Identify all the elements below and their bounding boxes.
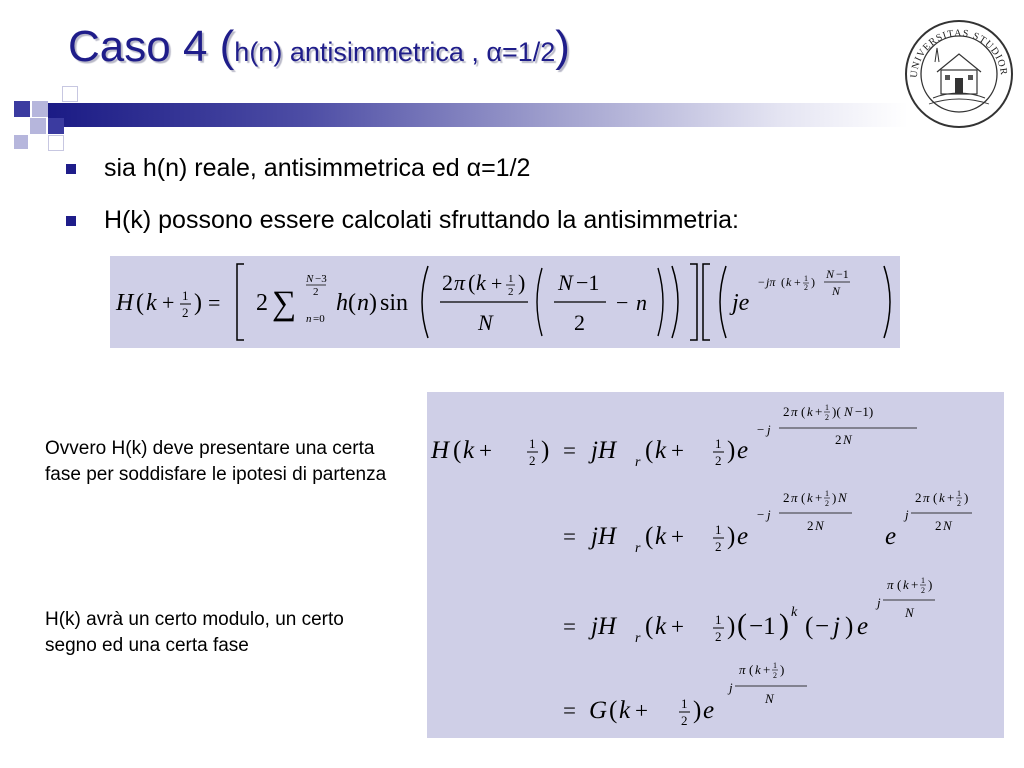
- svg-text:j: j: [729, 680, 733, 695]
- svg-text:(: (: [645, 437, 654, 464]
- svg-text:2: 2: [825, 499, 829, 508]
- header-band: [48, 103, 908, 127]
- svg-text:+: +: [162, 290, 175, 315]
- svg-text:jH: jH: [591, 523, 616, 550]
- svg-text:+: +: [947, 490, 955, 505]
- svg-text:N: N: [844, 404, 853, 419]
- svg-text:1: 1: [508, 273, 514, 285]
- svg-text:−1: −1: [576, 270, 600, 295]
- svg-text:(: (: [468, 270, 476, 295]
- svg-text:)(: )(: [832, 404, 841, 419]
- decor-square: [14, 101, 30, 117]
- svg-text:k: k: [755, 662, 761, 677]
- svg-text:k: k: [903, 577, 909, 592]
- svg-text:): ): [811, 275, 815, 289]
- svg-text:): ): [369, 290, 377, 316]
- formula-derivation: [427, 392, 1004, 738]
- svg-text:jπ: jπ: [766, 275, 776, 289]
- svg-text:N: N: [843, 432, 852, 447]
- svg-text:N: N: [838, 490, 847, 505]
- svg-text:r: r: [635, 631, 641, 646]
- svg-text:1: 1: [715, 522, 722, 537]
- svg-text:1: 1: [804, 274, 808, 283]
- svg-text:=: =: [208, 290, 221, 315]
- svg-text:2: 2: [783, 404, 790, 419]
- svg-text:n: n: [357, 290, 369, 316]
- svg-text:je: je: [732, 290, 750, 316]
- svg-text:=: =: [563, 614, 576, 639]
- svg-text:j: j: [767, 422, 771, 437]
- svg-text:sin: sin: [380, 290, 409, 316]
- svg-text:2: 2: [715, 629, 722, 644]
- svg-text:2: 2: [681, 713, 688, 728]
- svg-text:N: N: [905, 605, 914, 620]
- svg-text:2: 2: [773, 671, 777, 680]
- svg-text:(: (: [801, 490, 806, 505]
- decor-square: [62, 86, 78, 102]
- svg-text:−: −: [757, 507, 765, 522]
- svg-text:): ): [779, 608, 789, 641]
- bullet-list: [64, 153, 739, 257]
- svg-text:(: (: [805, 613, 814, 640]
- svg-text:e: e: [737, 523, 749, 550]
- svg-text:2: 2: [715, 539, 722, 554]
- svg-text:(: (: [933, 490, 938, 505]
- svg-text:2: 2: [935, 518, 942, 533]
- formula-box-derivation: [427, 392, 1004, 738]
- decor-square: [48, 118, 64, 134]
- svg-text:−1: −1: [749, 613, 776, 640]
- svg-text:e: e: [703, 697, 715, 724]
- svg-text:+: +: [635, 698, 648, 723]
- svg-text:r: r: [635, 541, 641, 556]
- svg-text:+: +: [491, 273, 503, 295]
- svg-text:k: k: [476, 270, 486, 295]
- svg-text:): ): [693, 697, 702, 724]
- svg-text:N: N: [765, 691, 774, 706]
- svg-text:π: π: [454, 270, 466, 295]
- svg-text:e: e: [885, 523, 897, 550]
- svg-text:N: N: [826, 267, 835, 281]
- svg-text:=: =: [563, 438, 576, 463]
- svg-text:k: k: [146, 290, 157, 316]
- svg-text:1: 1: [182, 288, 189, 303]
- svg-text:+: +: [763, 662, 771, 677]
- svg-text:G: G: [589, 697, 608, 724]
- svg-text:(: (: [453, 437, 462, 464]
- svg-text:k: k: [463, 437, 475, 464]
- svg-text:(: (: [737, 608, 747, 641]
- svg-text:=0: =0: [313, 313, 325, 325]
- svg-text:): ): [727, 523, 736, 550]
- title-main: Caso 4 (: [68, 22, 235, 71]
- decor-square: [14, 135, 28, 149]
- formula-antisymmetry: [110, 256, 900, 348]
- svg-text:): ): [518, 270, 526, 295]
- bullet-text: sia h(n) reale, antisimmetrica ed α=1/2: [104, 154, 531, 182]
- svg-text:(: (: [781, 275, 785, 289]
- svg-text:2: 2: [957, 499, 961, 508]
- formula-box-antisymmetry: [110, 256, 900, 348]
- decor-square: [32, 101, 48, 117]
- svg-text:k: k: [655, 437, 667, 464]
- svg-text:n: n: [306, 313, 312, 325]
- svg-text:∑: ∑: [272, 285, 297, 322]
- svg-text:−: −: [616, 290, 629, 315]
- svg-text:π: π: [739, 662, 746, 677]
- svg-text:N: N: [832, 284, 841, 298]
- svg-text:N: N: [306, 273, 314, 285]
- svg-text:=: =: [563, 524, 576, 549]
- bullet-item: [64, 153, 739, 183]
- svg-text:): ): [832, 490, 837, 505]
- svg-text:(: (: [609, 697, 618, 724]
- svg-text:2: 2: [825, 413, 829, 422]
- svg-text:e: e: [737, 437, 749, 464]
- title-close-paren: ): [555, 22, 570, 71]
- svg-text:j: j: [767, 507, 771, 522]
- svg-text:1: 1: [825, 489, 829, 498]
- svg-text:jH: jH: [591, 613, 616, 640]
- svg-text:−1): −1): [855, 404, 874, 419]
- svg-text:(: (: [136, 290, 144, 316]
- svg-text:2: 2: [508, 286, 514, 298]
- svg-text:): ): [928, 577, 933, 592]
- svg-text:k: k: [807, 404, 813, 419]
- svg-text:1: 1: [529, 436, 536, 451]
- svg-text:+: +: [815, 490, 823, 505]
- svg-text:): ): [194, 290, 202, 316]
- svg-text:k: k: [807, 490, 813, 505]
- svg-text:+: +: [479, 438, 492, 463]
- note-modulus-sign-phase: H(k) avrà un certo modulo, un certo segno ed una certa fase: [45, 609, 344, 656]
- svg-text:=: =: [563, 698, 576, 723]
- title-subtitle: h(n) antisimmetrica , α=1/2: [234, 37, 556, 67]
- svg-text:2: 2: [182, 305, 189, 320]
- svg-text:2: 2: [529, 453, 536, 468]
- svg-text:k: k: [655, 613, 667, 640]
- svg-text:2: 2: [915, 490, 922, 505]
- svg-text:+: +: [671, 614, 684, 639]
- svg-text:2: 2: [804, 283, 808, 292]
- svg-text:π: π: [923, 490, 930, 505]
- svg-text:1: 1: [921, 576, 925, 585]
- bullet-item: [64, 205, 739, 235]
- svg-text:−3: −3: [315, 273, 327, 285]
- svg-text:j: j: [905, 507, 909, 522]
- svg-text:(: (: [749, 662, 754, 677]
- svg-text:+: +: [794, 275, 801, 289]
- svg-text:2: 2: [574, 310, 585, 335]
- svg-text:(: (: [348, 290, 356, 316]
- svg-text:N: N: [943, 518, 952, 533]
- svg-text:−: −: [757, 422, 765, 437]
- svg-text:+: +: [671, 524, 684, 549]
- svg-text:2: 2: [783, 490, 790, 505]
- svg-text:−1: −1: [836, 267, 849, 281]
- university-seal-logo: [903, 18, 1015, 130]
- svg-text:k: k: [939, 490, 945, 505]
- svg-text:π: π: [887, 577, 894, 592]
- note-phase: Ovvero H(k) deve presentare una certa fase per soddisfare le ipotesi di partenza: [45, 438, 387, 485]
- svg-text:−: −: [758, 275, 765, 289]
- bullet-text: H(k) possono essere calcolati sfruttando la antisimmetria:: [104, 206, 739, 234]
- svg-text:H: H: [116, 290, 134, 316]
- svg-text:+: +: [671, 438, 684, 463]
- svg-text:k: k: [786, 275, 792, 289]
- svg-text:k: k: [655, 523, 667, 550]
- svg-text:): ): [964, 490, 969, 505]
- svg-text:k: k: [619, 697, 631, 724]
- svg-text:h: h: [336, 290, 348, 316]
- svg-text:N: N: [815, 518, 824, 533]
- svg-text:N: N: [478, 310, 493, 335]
- svg-text:j: j: [877, 595, 881, 610]
- svg-text:r: r: [635, 455, 641, 470]
- decor-square: [30, 118, 46, 134]
- svg-text:UNIVERSITAS STUDIORUM TERGESTI: UNIVERSITAS STUDIOR: [908, 27, 1010, 79]
- svg-text:2: 2: [442, 270, 453, 295]
- svg-text:1: 1: [957, 489, 961, 498]
- svg-text:j: j: [833, 613, 840, 640]
- svg-text:2: 2: [256, 290, 268, 316]
- svg-text:N: N: [558, 270, 573, 295]
- svg-text:(: (: [645, 523, 654, 550]
- svg-text:e: e: [857, 613, 869, 640]
- slide-title: [68, 22, 570, 72]
- svg-text:(: (: [801, 404, 806, 419]
- svg-text:2: 2: [807, 518, 814, 533]
- svg-text:2: 2: [313, 286, 319, 298]
- bullet-marker: [66, 164, 76, 174]
- svg-text:π: π: [791, 404, 798, 419]
- svg-text:1: 1: [773, 661, 777, 670]
- decor-square: [48, 135, 64, 151]
- bullet-marker: [66, 216, 76, 226]
- svg-text:): ): [727, 437, 736, 464]
- svg-text:+: +: [911, 577, 919, 592]
- svg-text:1: 1: [681, 696, 688, 711]
- svg-text:(: (: [645, 613, 654, 640]
- svg-text:2: 2: [921, 586, 925, 595]
- svg-text:): ): [845, 613, 854, 640]
- svg-text:): ): [727, 613, 736, 640]
- svg-text:−: −: [815, 613, 830, 640]
- svg-text:): ): [780, 662, 785, 677]
- svg-text:2: 2: [715, 453, 722, 468]
- svg-text:+: +: [815, 404, 823, 419]
- svg-text:1: 1: [715, 436, 722, 451]
- svg-text:n: n: [636, 290, 647, 315]
- svg-text:H: H: [431, 437, 450, 464]
- svg-text:1: 1: [715, 612, 722, 627]
- svg-text:π: π: [791, 490, 798, 505]
- svg-text:): ): [541, 437, 550, 464]
- svg-text:1: 1: [825, 403, 829, 412]
- svg-text:2: 2: [835, 432, 842, 447]
- svg-text:k: k: [791, 605, 798, 620]
- svg-text:(: (: [897, 577, 902, 592]
- svg-text:jH: jH: [591, 437, 616, 464]
